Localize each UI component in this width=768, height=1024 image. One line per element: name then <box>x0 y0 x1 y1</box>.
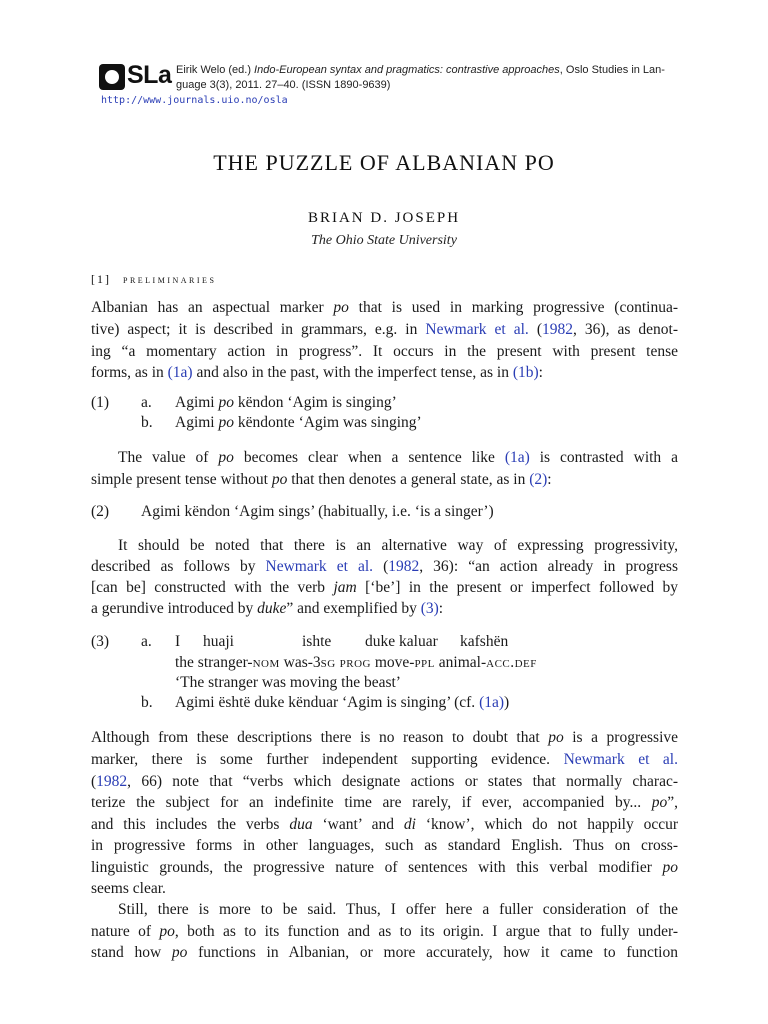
citation-series: , Oslo Studies in Lan- <box>559 64 665 76</box>
text-line: tive) aspect; it is described in grammars, e.g. in Newmark et al. (1982, 36), as denot- <box>91 321 679 338</box>
journal-url-link[interactable]: http://www.journals.uio.no/osla <box>101 95 288 106</box>
gloss-word: duke kaluar <box>365 633 438 650</box>
author-affiliation: The Ohio State University <box>311 233 457 248</box>
text-line: ing “a momentary action in progress”. It occurs in the present with present tense <box>91 343 678 360</box>
text-line: in progressive forms in other languages, such as standard English. Thus on cross- <box>91 837 678 854</box>
example-label: b. <box>141 414 153 431</box>
text-line: terize the subject for an indefinite time are rarely, if ever, accompanied by... po”, <box>91 794 678 811</box>
citation-link[interactable]: Newmark et al. <box>425 321 529 338</box>
section-number: [1] <box>91 272 111 286</box>
year-link[interactable]: 1982 <box>388 558 420 575</box>
section-heading <box>91 272 216 287</box>
text-line: [can be] constructed with the verb jam [‘be’] in the present or imperfect followed by <box>91 579 678 596</box>
text-line: described as follows by Newmark et al. (1982, 36): “an action already in progress <box>91 558 678 575</box>
logo-mark <box>99 64 125 90</box>
example-text: Agimi po këndon ‘Agim is singing’ <box>175 394 397 411</box>
logo-text: SLa <box>127 61 172 89</box>
example-number: (3) <box>91 633 110 650</box>
example-label: b. <box>141 694 153 711</box>
text-line: Albanian has an aspectual marker po that is used in marking progressive (continua- <box>91 299 678 316</box>
text-line: Although from these descriptions there is no reason to doubt that po is a progressive <box>91 729 679 746</box>
citation-link[interactable]: Newmark et al. <box>265 558 374 575</box>
example-ref-link[interactable]: (1a) <box>504 449 530 466</box>
text-line: Still, there is more to be said. Thus, I offer here a fuller consideration of the <box>118 901 678 918</box>
citation-book: Indo-European syntax and pragmatics: contrastive approaches <box>254 64 560 76</box>
text-line: a gerundive introduced by duke” and exemplified by (3): <box>91 600 444 617</box>
text-line: linguistic grounds, the progressive nature of sentences with this verbal modifier po <box>91 859 678 876</box>
citation-link[interactable]: Newmark et al. <box>563 751 678 768</box>
gloss-line: the stranger-nom was-3sg prog move-ppl animal-acc.def <box>175 654 537 671</box>
example-ref-link[interactable]: (1a) <box>167 364 193 381</box>
citation <box>176 63 676 93</box>
text-line: (1982, 66) note that “verbs which designate actions or states that normally charac- <box>91 773 678 790</box>
example-ref-link[interactable]: (3) <box>420 600 439 617</box>
text-line: stand how po functions in Albanian, or more accurately, how it came to function <box>91 944 678 961</box>
osla-logo <box>99 61 172 90</box>
text-line: forms, as in (1a) and also in the past, with the imperfect tense, as in (1b): <box>91 364 543 381</box>
section-name: preliminaries <box>123 272 217 286</box>
example-label: a. <box>141 394 152 411</box>
text-line: The value of po becomes clear when a sentence like (1a) is contrasted with a <box>118 449 678 466</box>
example-text: Agimi po këndonte ‘Agim was singing’ <box>175 414 422 431</box>
year-link[interactable]: 1982 <box>96 773 128 790</box>
text-line: seems clear. <box>91 880 166 897</box>
gloss-word: ishte <box>302 633 332 650</box>
example-number: (1) <box>91 394 110 411</box>
year-link[interactable]: 1982 <box>542 321 573 338</box>
citation-issue: guage 3(3), 2011. 27–40. (ISSN 1890-9639) <box>176 79 391 91</box>
gloss-word: I <box>175 633 181 650</box>
example-ref-link[interactable]: (1a) <box>479 694 505 711</box>
text-line: and this includes the verbs dua ‘want’ and di ‘know’, which do not happily occur <box>91 816 678 833</box>
text-line: simple present tense without po that then denotes a general state, as in (2): <box>91 471 552 488</box>
example-ref-link[interactable]: (2) <box>529 471 548 488</box>
text-line: nature of po, both as to its function and as to its origin. I argue that to fully under- <box>91 923 679 940</box>
example-number: (2) <box>91 503 110 520</box>
example-text: Agimi këndon ‘Agim sings’ (habitually, i.e. ‘is a singer’) <box>141 503 494 520</box>
paper-author: BRIAN D. JOSEPH <box>307 210 461 226</box>
example-label: a. <box>141 633 152 650</box>
example-ref-link[interactable]: (1b) <box>512 364 539 381</box>
text-line: It should be noted that there is an alternative way of expressing progressivity, <box>118 537 678 554</box>
paper-title: THE PUZZLE OF ALBANIAN PO <box>213 150 555 175</box>
example-text: Agimi është duke kënduar ‘Agim is singing’ (cf. (1a)) <box>175 694 510 711</box>
gloss-word: huaji <box>203 633 234 650</box>
gloss-word: kafshën <box>460 633 509 650</box>
translation-line: ‘The stranger was moving the beast’ <box>175 674 401 691</box>
citation-editor: Eirik Welo (ed.) <box>176 64 251 76</box>
text-line: marker, there is some further independent supporting evidence. Newmark et al. <box>91 751 678 768</box>
